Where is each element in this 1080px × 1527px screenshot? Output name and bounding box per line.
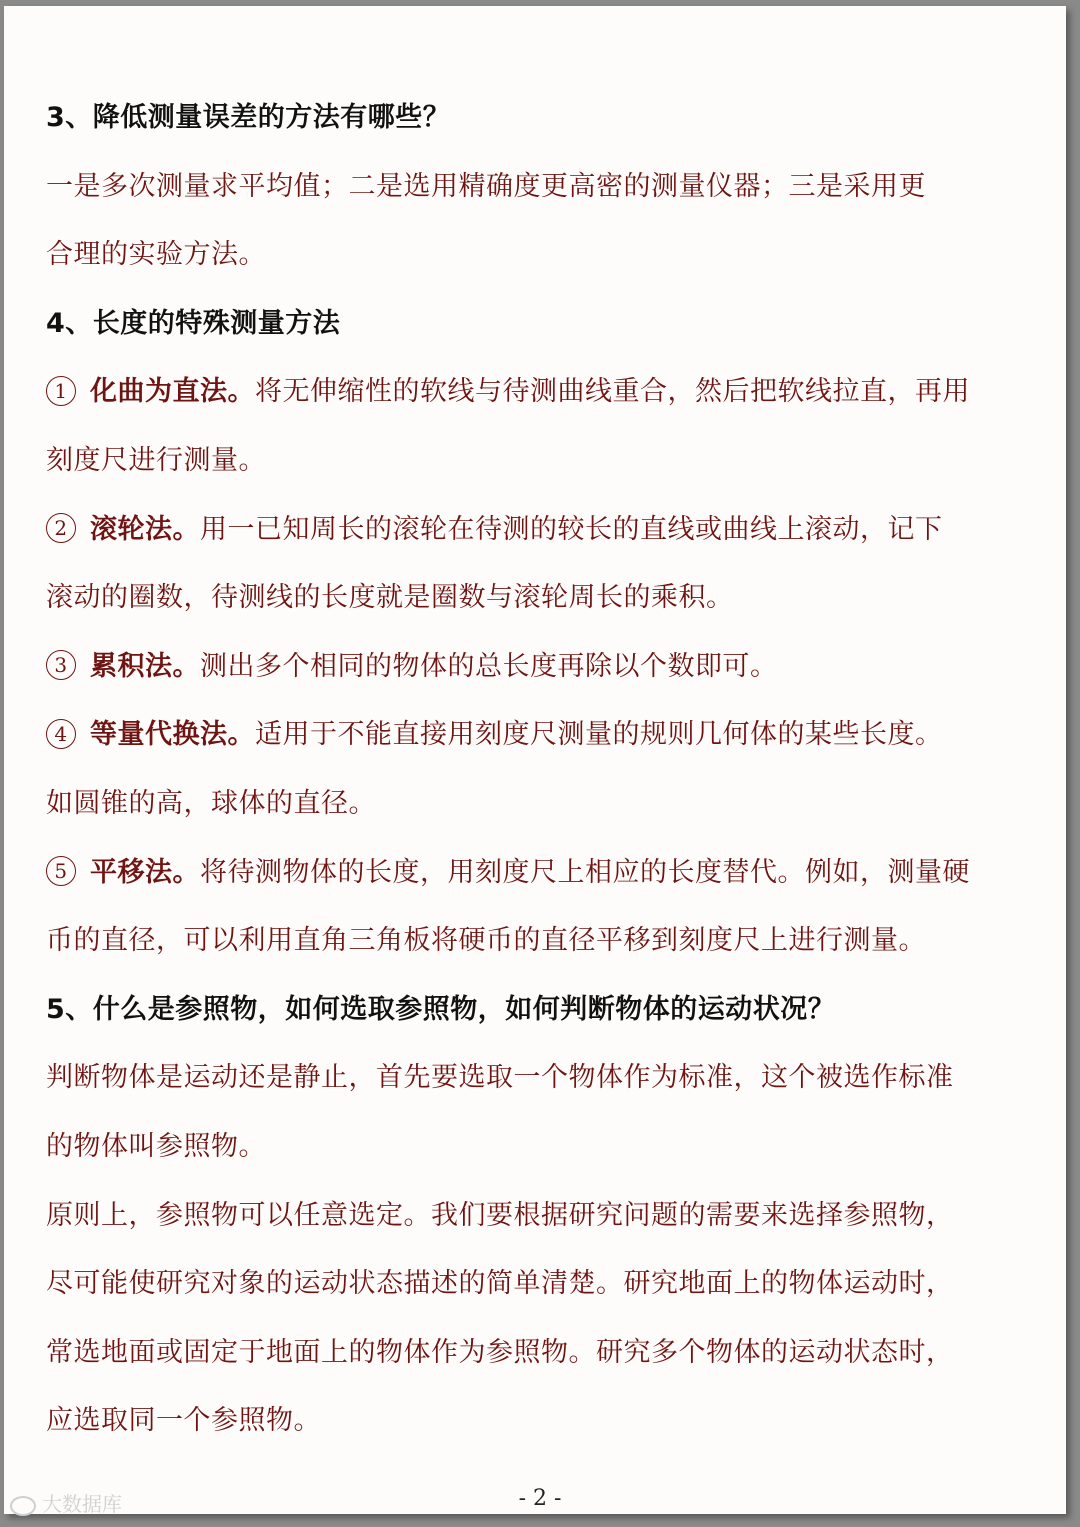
page-number-value: 2 (533, 1486, 547, 1511)
section-5-title: 5、什么是参照物，如何选取参照物，如何判断物体的运动状况 (46, 993, 808, 1025)
watermark-text: 大数据库 (42, 1492, 122, 1516)
page-content (46, 88, 1036, 1460)
circled-number-2: 2 (46, 513, 76, 543)
page-number-right-dash: - (547, 1486, 562, 1511)
method-1-line-2: 刻度尺进行测量。 (46, 444, 266, 476)
method-1-name: 化曲为直法。 (90, 376, 255, 408)
method-4-line-2: 如圆锥的高，球体的直径。 (46, 787, 376, 819)
section-3-body-line-1: 一是多次测量求平均值；二是选用精确度更高密的测量仪器；三是采用更 (46, 170, 926, 202)
method-5-line-2: 币的直径，可以利用直角三角板将硬币的直径平移到刻度尺上进行测量。 (46, 925, 926, 957)
section-5-heading (46, 980, 1036, 1049)
section-5-p2-line-1: 原则上，参照物可以任意选定。我们要根据研究问题的需要来选择参照物， (46, 1199, 954, 1231)
method-3-name: 累积法。 (90, 650, 200, 682)
method-2-text: 用一已知周长的滚轮在待测的较长的直线或曲线上滚动，记下 (200, 513, 943, 545)
method-5-text: 将待测物体的长度，用刻度尺上相应的长度替代。例如，测量硬 (200, 856, 970, 888)
section-5-p2-line-2: 尽可能使研究对象的运动状态描述的简单清楚。研究地面上的物体运动时， (46, 1268, 954, 1300)
section-3-title: 3、降低测量误差的方法有哪些 (46, 102, 423, 133)
section-5-p2-line-3: 常选地面或固定于地面上的物体作为参照物。研究多个物体的运动状态时， (46, 1336, 954, 1368)
circled-number-1: 1 (46, 376, 76, 406)
circled-number-3: 3 (46, 650, 76, 680)
page-number (0, 1486, 1080, 1511)
method-5-line-1 (46, 843, 1036, 912)
method-2-name: 滚轮法。 (90, 513, 200, 545)
method-1-text: 将无伸缩性的软线与待测曲线重合，然后把软线拉直，再用 (255, 376, 970, 408)
method-2-line-1 (46, 500, 1036, 569)
method-1-line-1 (46, 362, 1036, 431)
section-5-title-mark: ？ (807, 993, 836, 1025)
section-3-heading (46, 88, 1036, 157)
section-5-p2-line-4: 应选取同一个参照物。 (46, 1405, 321, 1437)
section-3-title-mark: ？ (422, 102, 451, 133)
circled-number-5: 5 (46, 856, 76, 886)
section-3-body-line-2: 合理的实验方法。 (46, 239, 266, 271)
document-page (4, 6, 1066, 1514)
section-5-p1-line-2: 的物体叫参照物。 (46, 1130, 266, 1162)
method-2-line-2: 滚动的圈数，待测线的长度就是圈数与滚轮周长的乘积。 (46, 582, 734, 614)
page-number-left-dash: - (518, 1486, 533, 1511)
method-4-line-1 (46, 705, 1036, 774)
section-4-heading: 4、长度的特殊测量方法 (46, 307, 341, 339)
method-4-name: 等量代换法。 (90, 719, 255, 751)
circled-number-4: 4 (46, 719, 76, 749)
method-5-name: 平移法。 (90, 856, 200, 888)
method-3-text: 测出多个相同的物体的总长度再除以个数即可。 (200, 650, 778, 682)
method-4-text: 适用于不能直接用刻度尺测量的规则几何体的某些长度。 (255, 719, 943, 751)
section-5-p1-line-1: 判断物体是运动还是静止，首先要选取一个物体作为标准，这个被选作标准 (46, 1062, 954, 1094)
method-3-line-1 (46, 637, 1036, 706)
